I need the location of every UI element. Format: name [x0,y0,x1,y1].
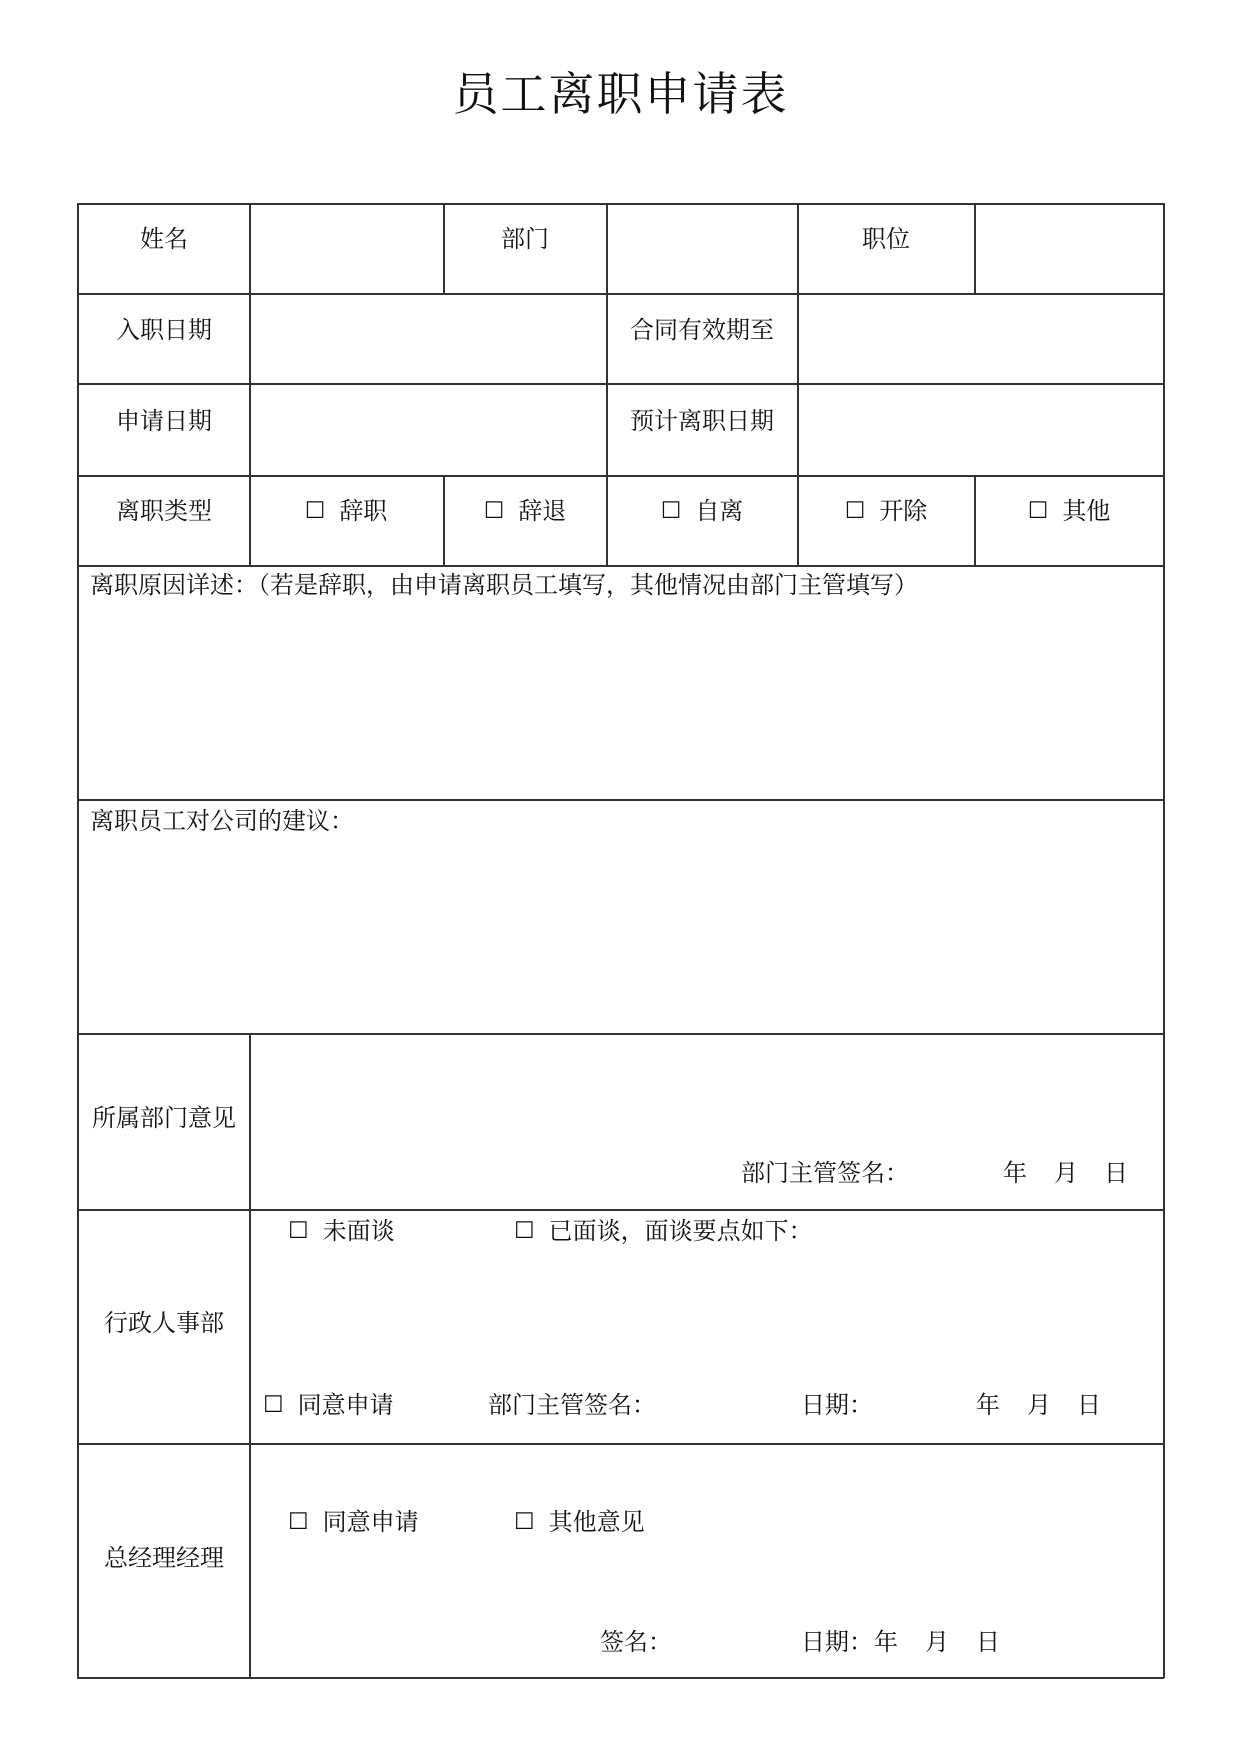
row-divider [77,475,1164,477]
hire-date-label: 入职日期 [116,316,212,344]
date-day: 日 [1104,1159,1128,1187]
leave-type-dismissed[interactable] [484,499,567,523]
checkbox-icon[interactable]: ☐ [263,1391,284,1418]
date-year: 年 [1003,1159,1027,1187]
date-year: 年 [874,1628,898,1656]
leave-type-other[interactable] [1028,499,1111,523]
gm-signature-label: 签名： [600,1628,672,1656]
option-label: 辞职 [339,497,388,525]
leave-type-self-leave[interactable] [661,499,744,523]
date-year: 年 [976,1391,1000,1419]
gm-other-option[interactable] [514,1510,645,1534]
option-label: 开除 [879,497,928,525]
checkbox-icon[interactable]: ☐ [660,497,682,524]
suggestion-label: 离职员工对公司的建议： [90,807,354,835]
dept-signature-label: 部门主管签名： [741,1159,909,1187]
date-month: 月 [925,1628,949,1656]
apply-date-label: 申请日期 [116,407,212,435]
option-label: 同意申请 [297,1391,394,1419]
border-left [77,203,79,1678]
option-label: 辞退 [518,497,567,525]
leave-type-fired[interactable] [845,499,928,523]
col-divider [443,203,445,293]
option-label: 其他 [1062,497,1111,525]
date-month: 月 [1027,1391,1051,1419]
name-label: 姓名 [140,225,188,253]
resignation-form [77,203,1164,1678]
col-divider [974,475,976,565]
row-divider [77,1209,1164,1211]
gm-label: 总经理经理 [104,1544,224,1572]
row-divider [77,383,1164,385]
checkbox-icon[interactable]: ☐ [288,1508,309,1535]
row-divider [77,293,1164,295]
gm-date-label: 日期： [801,1628,873,1656]
expected-leave-label: 预计离职日期 [630,407,774,435]
col-divider [249,1033,251,1677]
date-month: 月 [1054,1159,1078,1187]
col-divider [797,203,799,565]
col-divider [974,203,976,293]
col-divider [249,203,251,565]
hr-agree-option[interactable] [263,1393,394,1417]
checkbox-icon[interactable]: ☐ [288,1217,309,1244]
gm-agree-option[interactable] [288,1510,419,1534]
date-day: 日 [1077,1391,1101,1419]
option-label: 已面谈，面谈要点如下： [548,1217,813,1245]
hr-label: 行政人事部 [104,1309,224,1337]
border-top [77,203,1164,205]
not-interviewed-option[interactable] [288,1219,395,1243]
option-label: 其他意见 [548,1508,645,1536]
date-day: 日 [976,1628,1000,1656]
checkbox-icon[interactable]: ☐ [483,497,505,524]
dept-opinion-label: 所属部门意见 [92,1104,236,1132]
contract-until-label: 合同有效期至 [630,316,774,344]
position-label: 职位 [862,225,910,253]
col-divider [443,475,445,565]
option-label: 自离 [695,497,744,525]
hr-signature-label: 部门主管签名： [488,1391,656,1419]
hr-date-label: 日期： [801,1391,873,1419]
checkbox-icon[interactable]: ☐ [1027,497,1049,524]
option-label: 同意申请 [322,1508,419,1536]
checkbox-icon[interactable]: ☐ [304,497,326,524]
interviewed-option[interactable] [514,1219,813,1243]
checkbox-icon[interactable]: ☐ [514,1508,535,1535]
dept-label: 部门 [501,225,549,253]
row-divider [77,1033,1164,1035]
border-right [1163,203,1165,1678]
checkbox-icon[interactable]: ☐ [844,497,866,524]
checkbox-icon[interactable]: ☐ [514,1217,535,1244]
col-divider [606,203,608,565]
reason-detail-label: 离职原因详述：（若是辞职，由申请离职员工填写，其他情况由部门主管填写） [90,571,918,599]
option-label: 未面谈 [322,1217,395,1245]
page-title: 员工离职申请表 [452,67,789,121]
row-divider [77,565,1164,567]
row-divider [77,799,1164,801]
leave-type-label: 离职类型 [116,497,212,525]
border-bottom [77,1677,1164,1679]
leave-type-resign[interactable] [305,499,388,523]
row-divider [77,1443,1164,1445]
